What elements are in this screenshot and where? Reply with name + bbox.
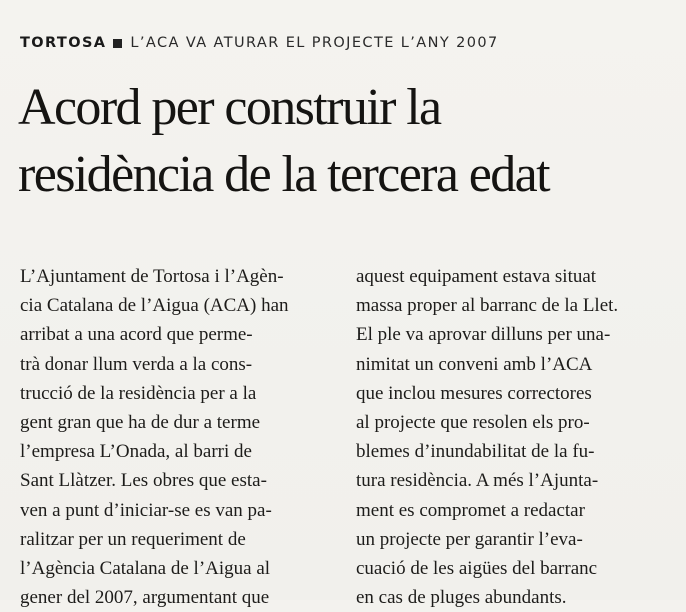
square-bullet-icon [113,39,122,48]
body-column-2 [356,262,682,612]
body-line: un projecte per garantir l’eva- [356,528,583,550]
body-line: gent gran que ha de dur a terme [20,412,261,434]
body-line: cuació de les aigües del barranc [356,558,598,580]
body-line: trucció de la residència per a la [20,382,257,404]
headline-line: residència de la tercera edat [18,146,549,203]
body-line: ment es compromet a redactar [356,499,585,521]
body-line: massa proper al barranc de la Llet. [356,295,619,317]
article-kicker [20,32,499,54]
body-line: El ple va aprovar dilluns per una- [356,324,611,346]
body-line: trà donar llum verda a la cons- [20,353,253,375]
body-line: arribat a una acord que perme- [20,324,253,346]
body-line: cia Catalana de l’Aigua (ACA) han [20,295,289,317]
body-line: ven a punt d’iniciar-se es van pa- [20,499,272,521]
kicker-subject: L’ACA VA ATURAR EL PROJECTE L’ANY 2007 [130,35,499,51]
body-line: l’empresa L’Onada, al barri de [20,441,252,463]
body-line: blemes d’inundabilitat de la fu- [356,441,595,463]
body-line: Sant Llàtzer. Les obres que esta- [20,470,267,492]
divider [0,244,686,245]
body-line: l’Agència Catalana de l’Aigua al [20,558,271,580]
body-line: gener del 2007, argumentant que [20,587,270,609]
body-column-1 [20,262,338,612]
body-line: al projecte que resolen els pro- [356,412,590,434]
body-line: aquest equipament estava situat [356,266,597,287]
body-line: nimitat un conveni amb l’ACA [356,353,593,375]
body-line: en cas de pluges abundants. [356,587,567,609]
body-line: ralitzar per un requeriment de [20,528,246,550]
body-line: L’Ajuntament de Tortosa i l’Agèn- [20,266,284,287]
headline-line: Acord per construir la [18,79,441,136]
kicker-location: TORTOSA [20,35,107,51]
body-line: que inclou mesures correctores [356,382,592,404]
article-headline [18,74,678,208]
body-line: tura residència. A més l’Ajunta- [356,470,599,492]
